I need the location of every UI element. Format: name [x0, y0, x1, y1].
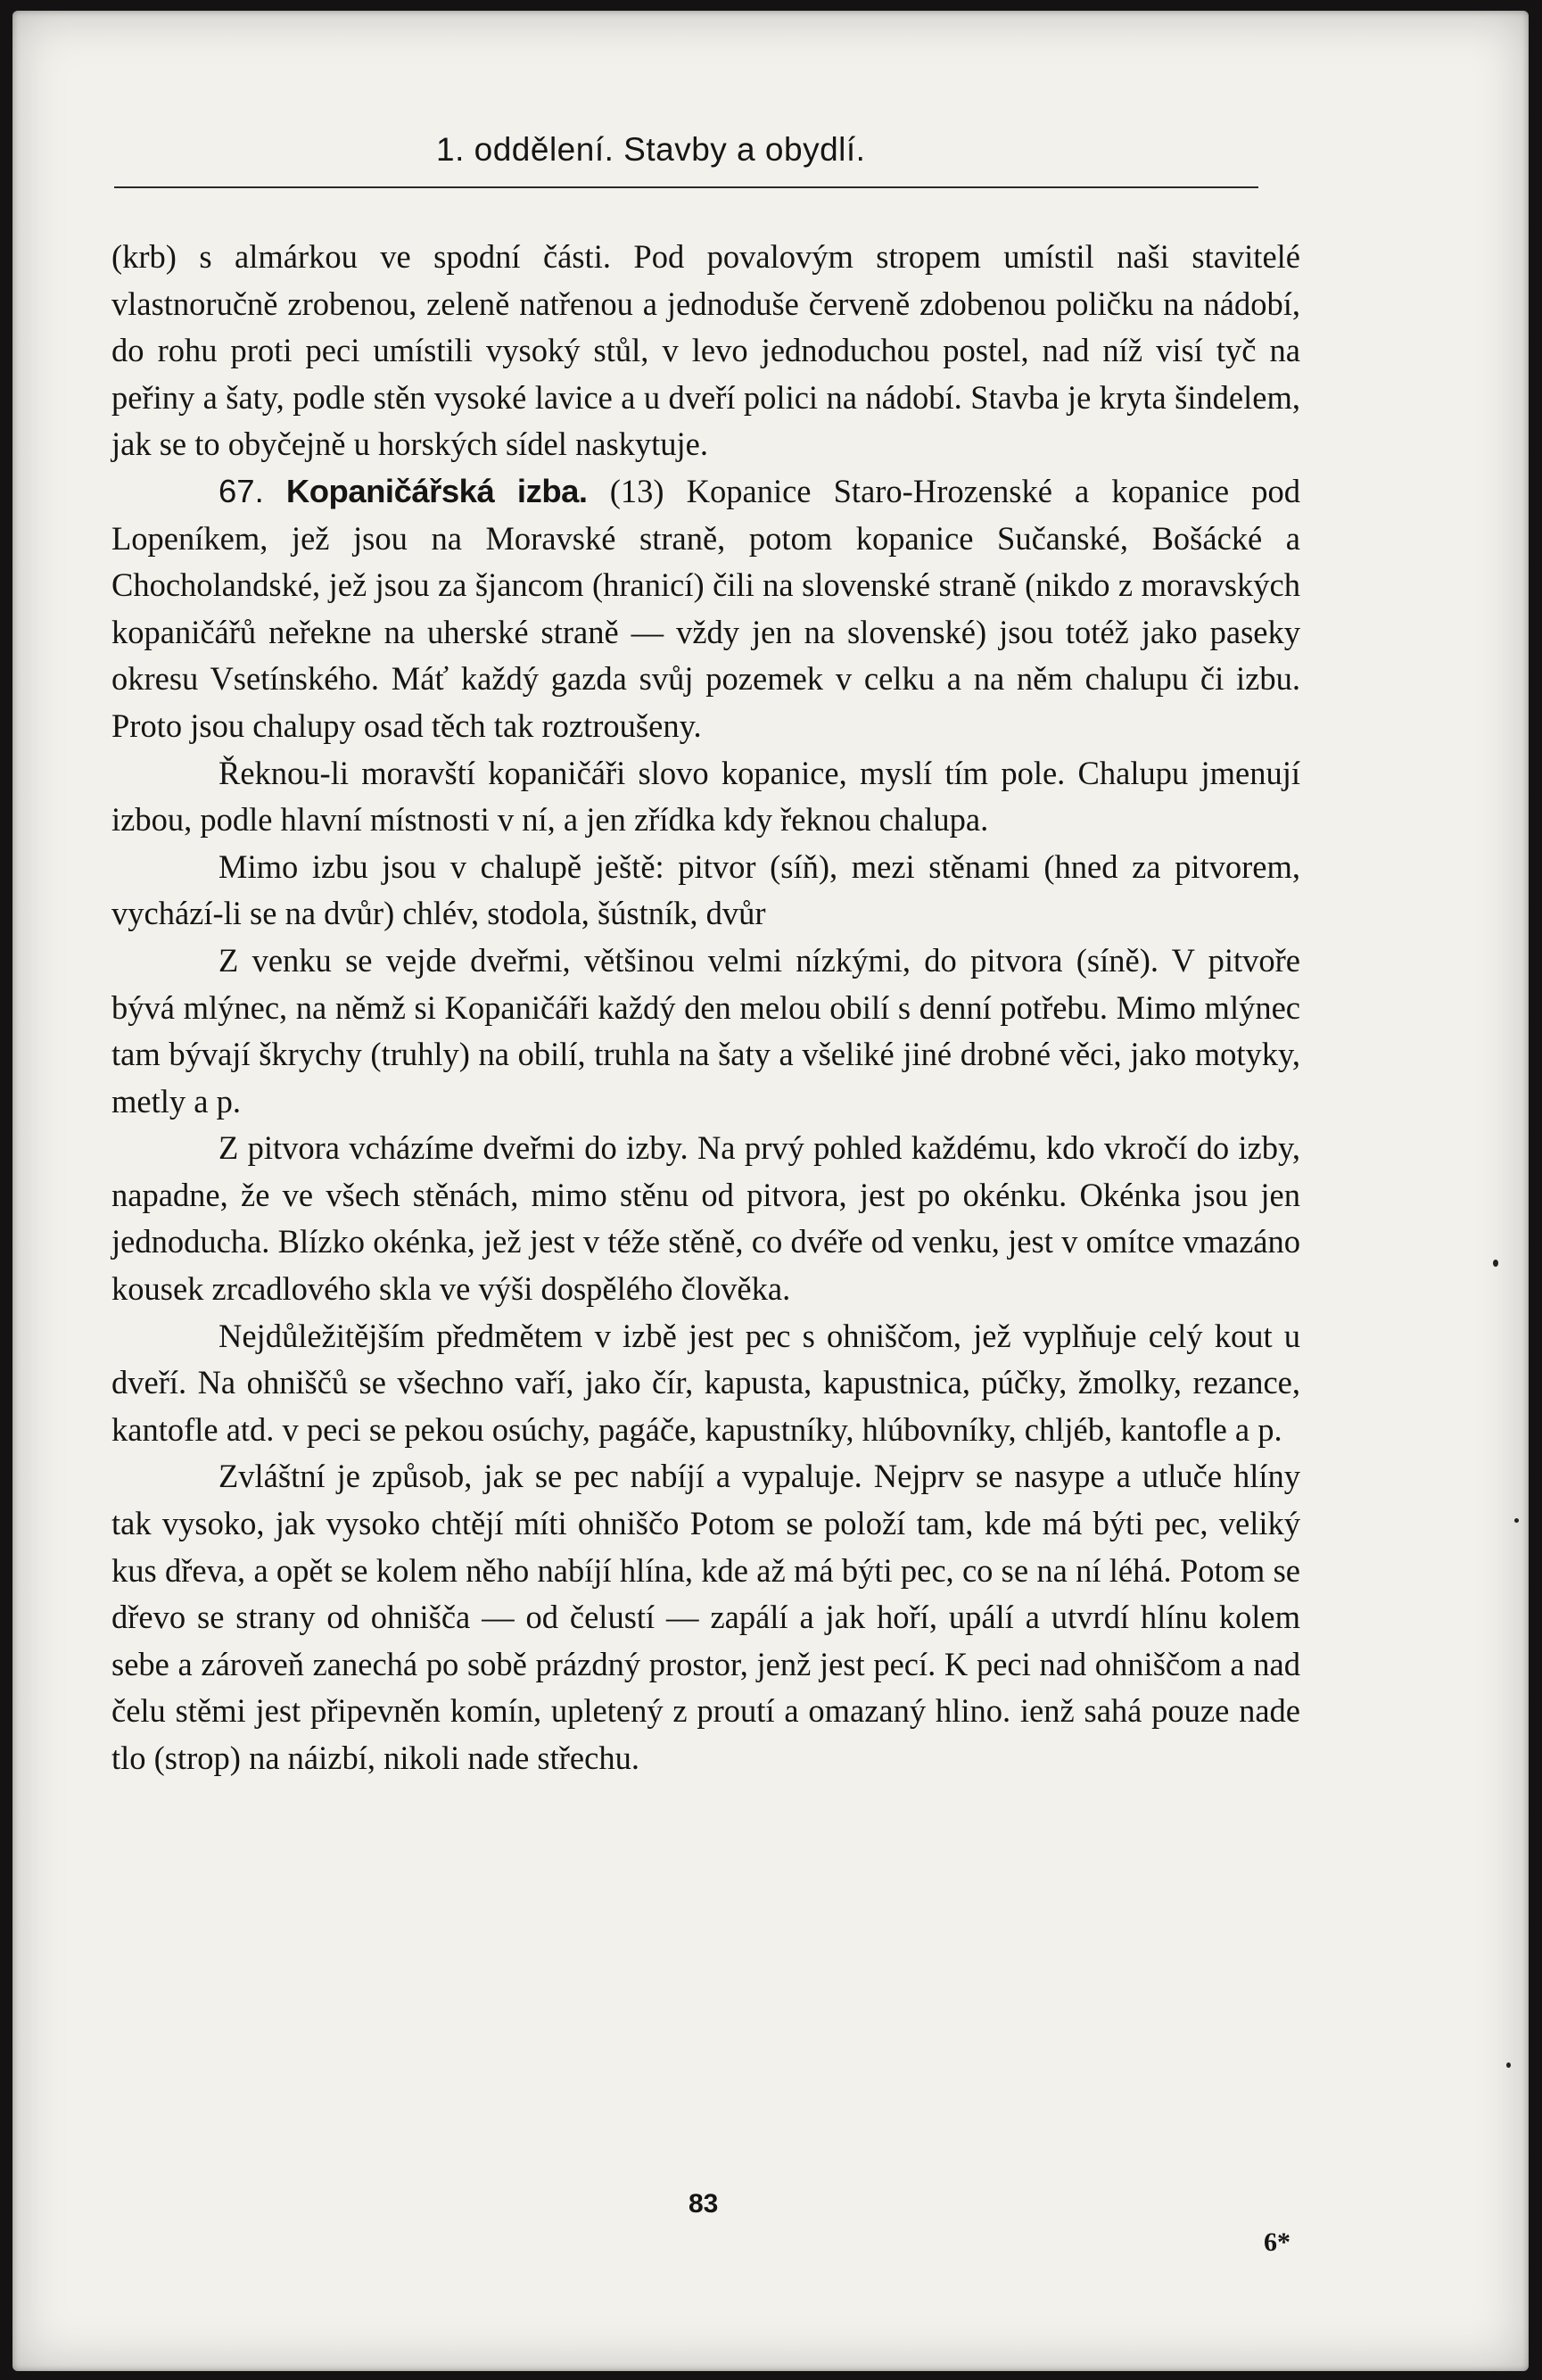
- edge-speck: [1514, 1518, 1519, 1523]
- paragraph: Řeknou-li moravští kopaničáři slovo kopanice, myslí tím pole. Chalupu jmenují izbou, podle hlavní místnosti v ní, a jen zřídka kdy řeknou chalupa.: [111, 754, 1300, 839]
- paragraph: Z venku se vejde dveřmi, většinou velmi nízkými, do pitvora (síně). V pitvoře bývá mlýnec, na němž si Kopaničáři každý den melou obilí s denní potřebu. Mimo mlýnec tam bývají škrychy (truhly) na obilí, truhla na šaty a všeliké jiné drobné věci, jako motyky, metly a p.: [111, 941, 1300, 1120]
- page-number: 83: [689, 2189, 719, 2219]
- paragraph: (krb) s almárkou ve spodní části. Pod povalovým stropem umístil naši stavitelé vlastnoručně zrobenou, zeleně natřenou a jednoduše červeně zdobenou poličku na nádobí, do rohu proti peci umístili vysoký stůl, v levo jednoduchou postel, nad níž visí tyč na peřiny a šaty, podle stěn vysoké lavice a u dveří polici na nádobí. Stavba je kryta šindelem, jak se to obyčejně u horských sídel naskytuje.: [111, 238, 1300, 463]
- paragraph: Z pitvora vcházíme dveřmi do izby. Na prvý pohled každému, kdo vkročí do izby, napadne, že ve všech stěnách, mimo stěnu od pitvora, jest po okénku. Okénka jsou jen jednoducha. Blízko okénka, jež jest v téže stěně, co dvéře od venku, jest v omítce vmazáno kousek zrcadlového skla ve výši dospělého člověka.: [111, 1129, 1300, 1308]
- paragraph: Mimo izbu jsou v chalupě ještě: pitvor (síň), mezi stěnami (hned za pitvorem, vychází-li se na dvůr) chlév, stodola, šústník, dvůr: [111, 847, 1300, 932]
- header-rule: [114, 186, 1258, 188]
- edge-speck: [1493, 1260, 1498, 1267]
- paragraph: Nejdůležitějším předmětem v izbě jest pec s ohniščom, jež vyplňuje celý kout u dveří. Na ohniščů se všechno vaří, jako čír, kapusta, kapustnica, púčky, žmolky, rezance, kantofle atd. v peci se pekou osúchy, pagáče, kapustníky, hlúbovníky, chljéb, kantofle a p.: [111, 1317, 1300, 1448]
- section-67-paragraph: [111, 468, 1300, 750]
- section-number: 67.: [219, 472, 264, 509]
- paragraph: Zvláštní je způsob, jak se pec nabíjí a vypaluje. Nejprv se nasype a utluče hlíny tak vysoko, jak vysoko chtějí míti ohniščo Potom se položí tam, kde má býti pec, veliký kus dřeva, a opět se kolem něho nabíjí hlína, kde až má býti pec, co se na ní léhá. Potom se dřevo se strany od ohnišča — od čelustí — zapálí a jak hoří, upálí a utvrdí hlínu kolem sebe a zároveň zanechá po sobě prázdný prostor, jenž jest pecí. K peci nad ohniščom a nad čelu stěmi jest připevněn komín, upletený z proutí a omazaný hlino. ienž sahá pouze nade tlo (strop) na náizbí, nikoli nade střechu.: [111, 1458, 1300, 1776]
- section-title: Kopaničářská izba.: [285, 472, 588, 509]
- book-page: [12, 11, 1529, 2371]
- signature-mark: 6*: [1264, 2227, 1290, 2257]
- edge-speck: [1506, 2062, 1511, 2068]
- body-text: [111, 234, 1300, 1782]
- running-head: 1. oddělení. Stavby a obydlí.: [436, 131, 866, 168]
- section-text: (13) Kopanice Staro-Hrozenské a kopanice pod Lopeníkem, jež jsou na Moravské straně, potom kopanice Sučanské, Bošácké a Chocholandské, jež jsou za šjancom (hranicí) čili na slovenské straně (nikdo z moravských kopaničářů neřekne na uherské straně — vždy jen na slovenské) jsou totéž jako paseky okresu Vsetínského. Máť každý gazda svůj pozemek v celku a na něm chalupu či izbu. Proto jsou chalupy osad těch tak roztroušeny.: [111, 472, 1301, 744]
